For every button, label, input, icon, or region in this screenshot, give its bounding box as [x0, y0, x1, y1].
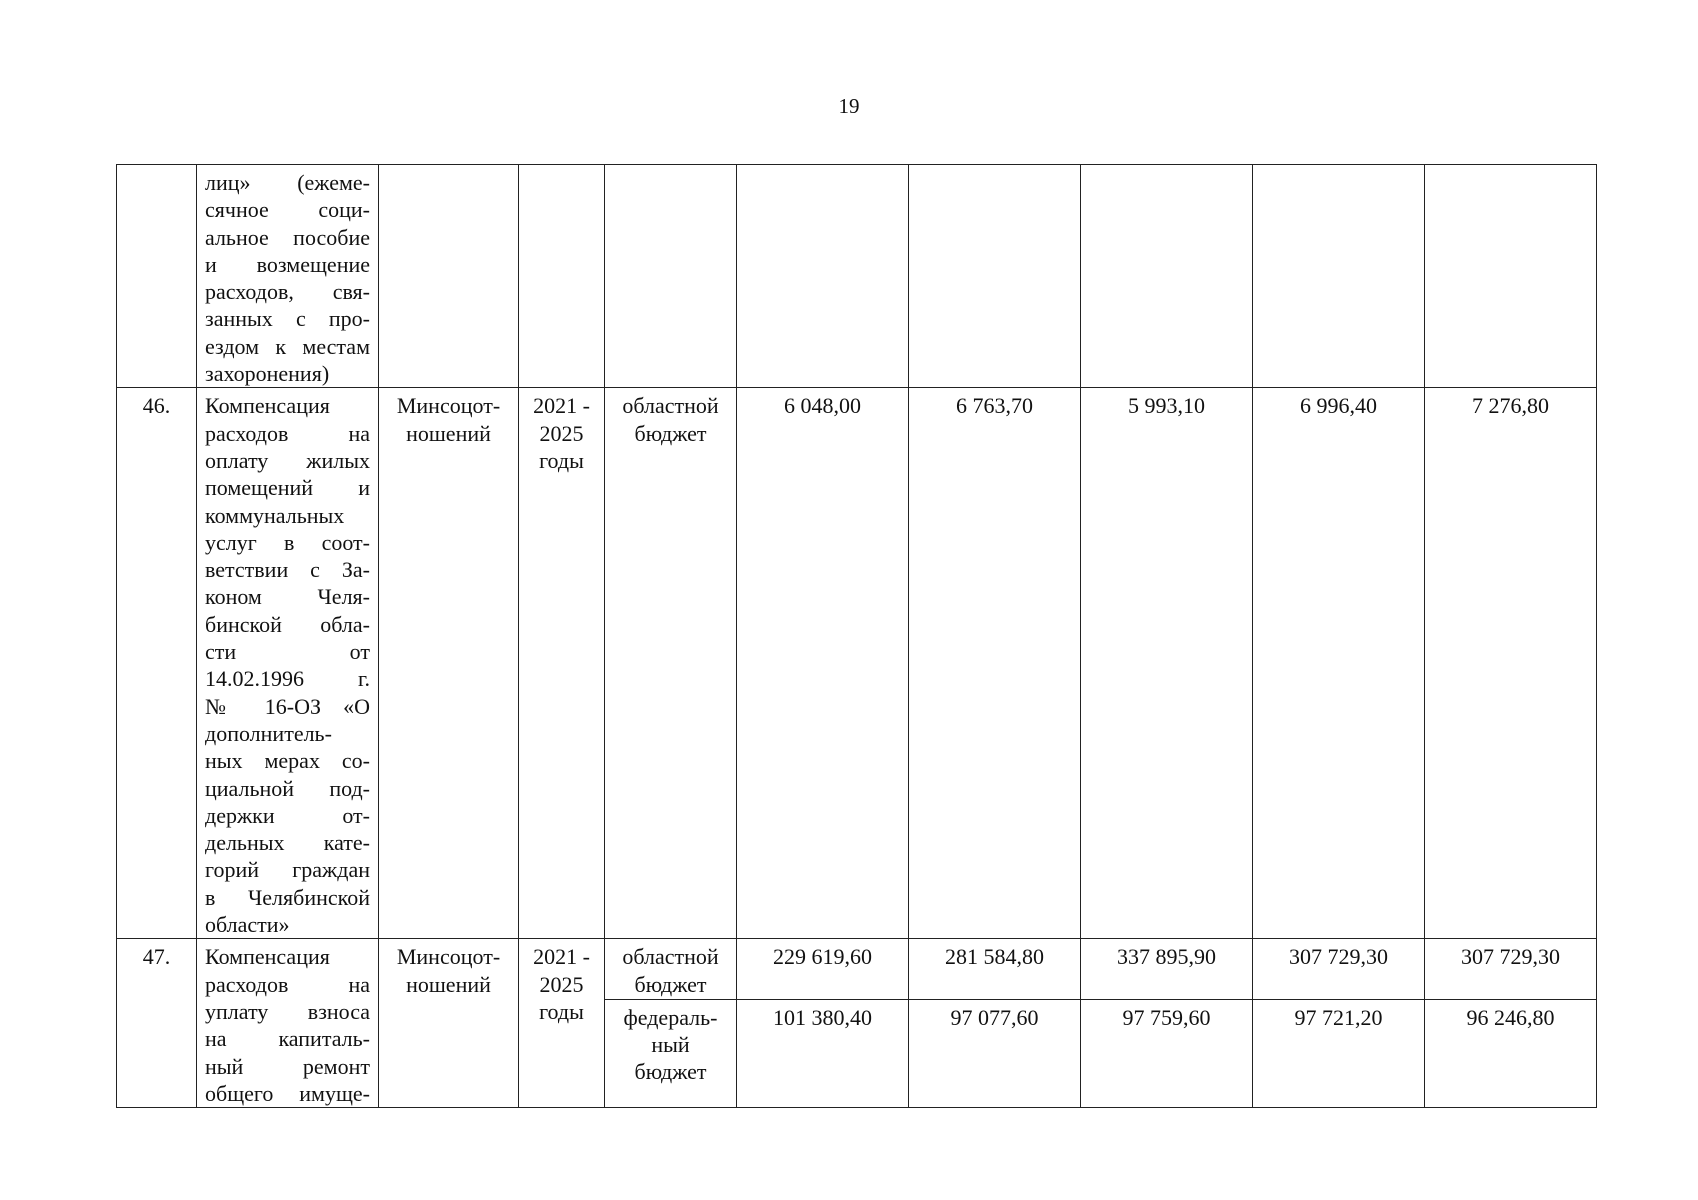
value-cell: 281 584,80	[909, 939, 1081, 999]
value-cell: 307 729,30	[1253, 939, 1425, 999]
value-cell: 307 729,30	[1425, 939, 1597, 999]
measure-name-cell: лиц» (ежеме- сячное соци- альное пособие и возмещение расходов, свя- занных с про- ездом к местам захоронения)	[197, 165, 379, 388]
value-cell: 101 380,40	[737, 999, 909, 1107]
page-number: 19	[838, 94, 860, 118]
value-cell: 7 276,80	[1425, 388, 1597, 939]
period-cell: 2021 - 2025 годы	[519, 939, 605, 1108]
value-cell: 97 721,20	[1253, 999, 1425, 1107]
value-cell	[909, 165, 1081, 388]
executor-cell	[379, 165, 519, 388]
row-number-cell: 46.	[117, 388, 197, 939]
funding-source-cell: федераль- ный бюджет	[605, 999, 737, 1107]
funding-source-cell: областной бюджет	[605, 939, 737, 999]
value-cell: 97 077,60	[909, 999, 1081, 1107]
value-cell: 5 993,10	[1081, 388, 1253, 939]
value-cell	[1081, 165, 1253, 388]
value-cell	[1425, 165, 1597, 388]
value-cell: 6 763,70	[909, 388, 1081, 939]
source-cell	[605, 165, 737, 388]
value-cell: 337 895,90	[1081, 939, 1253, 999]
value-cell	[737, 165, 909, 388]
period-cell: 2021 - 2025 годы	[519, 388, 605, 939]
period-cell	[519, 165, 605, 388]
value-cell: 6 996,40	[1253, 388, 1425, 939]
funding-source-cell: областной бюджет	[605, 388, 737, 939]
executor-cell: Минсоцот- ношений	[379, 388, 519, 939]
value-cell: 6 048,00	[737, 388, 909, 939]
table-row-continuation	[117, 165, 1597, 388]
value-cell: 229 619,60	[737, 939, 909, 999]
value-cell: 96 246,80	[1425, 999, 1597, 1107]
value-cell: 97 759,60	[1081, 999, 1253, 1107]
measure-name-cell: Компенсация расходов на уплату взноса на капиталь- ный ремонт общего имуще-	[197, 939, 379, 1108]
measure-name-cell: Компенсация расходов на оплату жилых помещений и коммунальных услуг в соот- ветствии с За- коном Челя- бинской обла- сти от 14.02.1996 г. № 16-ОЗ «О дополнитель- ных мерах со- циальной под- держки от- дельных кате- горий граждан в Челябинской области»	[197, 388, 379, 939]
row-number-cell: 47.	[117, 939, 197, 1108]
value-cell	[1253, 165, 1425, 388]
table-row-47	[117, 939, 1597, 999]
executor-cell: Минсоцот- ношений	[379, 939, 519, 1108]
table-row-46	[117, 388, 1597, 939]
program-table	[116, 164, 1597, 1108]
row-number-cell	[117, 165, 197, 388]
